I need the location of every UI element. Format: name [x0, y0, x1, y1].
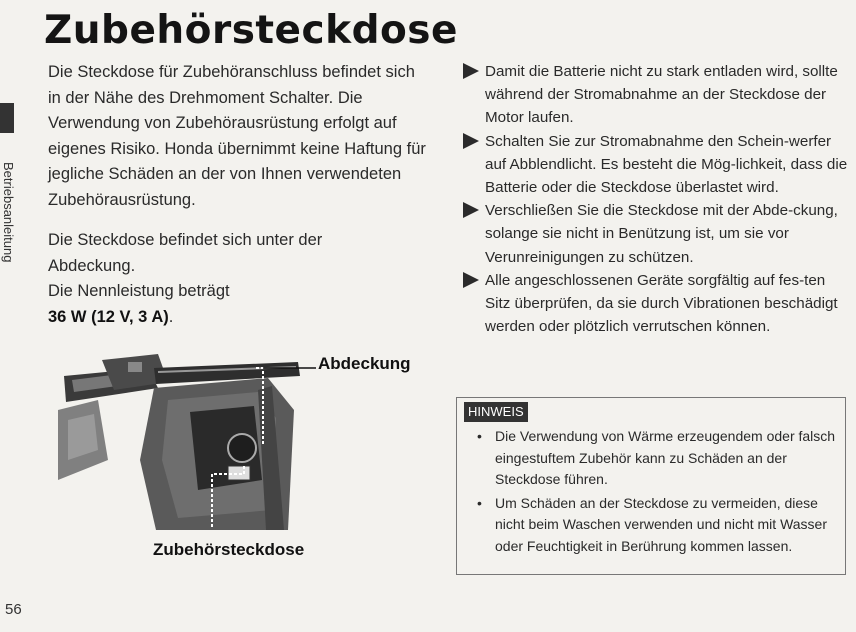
callout-cover-label: Abdeckung: [318, 354, 411, 373]
arrow-bullet-icon: [463, 63, 479, 79]
socket-illustration: [58, 340, 320, 530]
rating-value: 36 W (12 V, 3 A): [48, 307, 169, 326]
notice-badge: HINWEIS: [464, 402, 528, 422]
rating-label: Die Nennleistung beträgt: [48, 282, 230, 301]
bullet-dot-icon: •: [477, 428, 482, 444]
arrow-bullet-icon: [463, 272, 479, 288]
notice-list: [469, 426, 841, 559]
location-text: Die Steckdose befindet sich unter der Abdeckung.: [48, 231, 323, 275]
page-title: Zubehörsteckdose: [44, 8, 458, 53]
list-item: • Um Schäden an der Steckdose zu vermeiden, diese nicht beim Waschen verwenden und nicht mit Wasser oder Feuchtigkeit in Berührung kommen lassen.: [477, 494, 827, 554]
list-item: Alle angeschlossenen Geräte sorgfältig auf fes-ten Sitz überprüfen, da sie durch Vibrationen beschädigt werden oder plötzlich verrutschen können.: [463, 269, 848, 339]
intro-paragraph: Die Steckdose für Zubehöranschluss befindet sich in der Nähe des Drehmoment Schalter. Die Verwendung von Zubehörausrüstung erfolgt auf eigenes Risiko. Honda übernimmt keine Haftung für jegliche Schäden an der von Ihnen verwendeten Zubehörausrüstung.: [48, 63, 426, 209]
list-item: Verschließen Sie die Steckdose mit der Abde-ckung, solange sie nicht in Benützung ist, um sie vor Verunreinigungen zu schützen.: [463, 199, 848, 269]
precautions-list: [463, 60, 848, 338]
list-item: Damit die Batterie nicht zu stark entladen wird, sollte während der Stromabnahme an der Steckdose der Motor laufen.: [463, 60, 848, 130]
arrow-bullet-icon: [463, 133, 479, 149]
notice-box: [456, 397, 846, 575]
list-item: Schalten Sie zur Stromabnahme den Schein-werfer auf Abblendlicht. Es besteht die Mög-lichkeit, dass die Batterie oder die Steckdose überlastet wird.: [463, 130, 848, 200]
rating-paragraph: [48, 228, 408, 330]
motorcycle-handlebar-image: [58, 340, 320, 530]
callout-socket-label: Zubehörsteckdose: [153, 540, 305, 559]
sidebar-tab-marker: [0, 103, 14, 133]
bullet-dot-icon: •: [477, 494, 482, 511]
list-item: • Die Verwendung von Wärme erzeugendem oder falsch eingestuftem Zubehör kann zu Schäden an der Steckdose führen.: [477, 428, 836, 487]
arrow-bullet-icon: [463, 202, 479, 218]
page-number: 56: [5, 601, 22, 618]
sidebar-section-label: Betriebsanleitung: [1, 162, 16, 263]
rating-period: .: [168, 307, 174, 326]
